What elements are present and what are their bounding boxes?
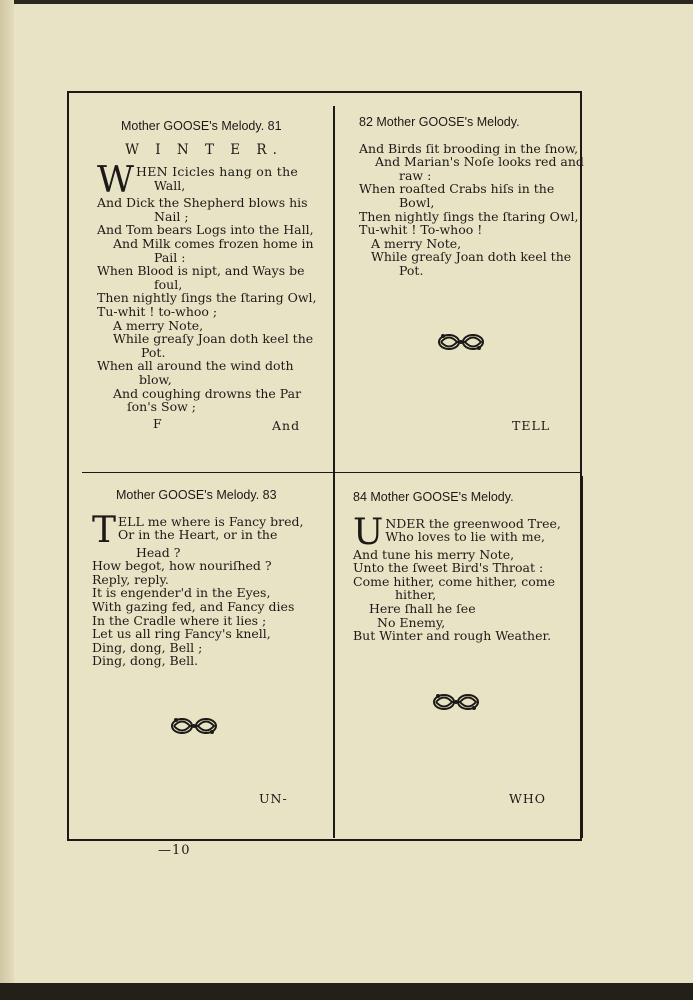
- poem-line: NDER the greenwood Tree,: [385, 515, 561, 531]
- poem-line: And Birds ſit brooding in the ſnow,: [359, 140, 579, 156]
- row-divider: [82, 472, 582, 473]
- ornament-icon: [170, 714, 218, 738]
- poem-line: Then nightly ſings the ſtaring Owl,: [359, 208, 579, 224]
- ornament-icon: [437, 330, 485, 354]
- poem-line: ſon's Sow ;: [127, 399, 197, 415]
- poem-line: A merry Note,: [371, 235, 462, 251]
- scan-edge-left: [0, 0, 14, 1000]
- poem-body: [92, 509, 314, 669]
- poem-line: In the Cradle where it lies ;: [92, 612, 267, 628]
- catchword: TELL: [512, 418, 551, 433]
- poem-line: foul,: [154, 276, 183, 292]
- poem-line: And Milk comes frozen home in: [113, 235, 314, 251]
- poem-line: raw :: [399, 167, 432, 183]
- poem-line: Wall,: [154, 177, 186, 193]
- poem-line: A merry Note,: [113, 317, 204, 333]
- poem-line: Ding, dong, Bell ;: [92, 639, 203, 655]
- scan-edge-bottom: [0, 983, 693, 1000]
- poem-line: But Winter and rough Weather.: [353, 628, 552, 644]
- poem-line: Tu-whit ! to-whoo ;: [97, 303, 218, 319]
- poem-line: HEN Icicles hang on the: [136, 164, 299, 180]
- poem-line: Tu-whit ! To-whoo !: [359, 222, 483, 238]
- poem-line: While greaſy Joan doth keel the: [371, 249, 572, 265]
- poem-line: When roaſted Crabs hiſs in the: [359, 181, 555, 197]
- poem-line: Then nightly ſings the ſtaring Owl,: [97, 290, 317, 306]
- poem-line: And Dick the Shepherd blows his: [97, 195, 308, 211]
- poem-title: W I N T E R.: [125, 141, 283, 158]
- poem-line: Let us all ring Fancy's knell,: [92, 626, 271, 642]
- catchword: And: [272, 418, 301, 433]
- poem-line: Pail :: [154, 249, 186, 265]
- drop-cap: W: [97, 160, 135, 202]
- panel-81: [97, 119, 317, 415]
- poem-line: Reply, reply.: [92, 571, 169, 587]
- poem-line: No Enemy,: [377, 614, 446, 630]
- poem-line: And coughing drowns the Par: [113, 385, 302, 401]
- poem-line: Pot.: [141, 344, 166, 360]
- poem-line: Head ?: [136, 544, 181, 560]
- panel-83: [92, 489, 314, 668]
- drop-cap: U: [353, 511, 384, 553]
- poem-line: And Marian's Noſe looks red and: [375, 154, 584, 170]
- poem-body: [353, 511, 571, 644]
- poem-line: Or in the Heart, or in the: [118, 527, 278, 543]
- poem-line: While greaſy Joan doth keel the: [113, 331, 314, 347]
- panel-header: 82 Mother GOOSE's Melody.: [359, 115, 520, 129]
- poem-line: And Tom bears Logs into the Hall,: [97, 222, 314, 238]
- poem-line: Pot.: [399, 262, 424, 278]
- poem-line: How begot, how nouriſhed ?: [92, 558, 272, 574]
- signature-mark: F: [153, 416, 163, 431]
- poem-line: It is engender'd in the Eyes,: [92, 585, 271, 601]
- panel-header: 84 Mother GOOSE's Melody.: [353, 490, 514, 504]
- poem-line: ELL me where is Fancy bred,: [118, 513, 304, 529]
- catchword: UN-: [259, 791, 288, 806]
- poem-body: [97, 160, 317, 415]
- poem-line: And tune his merry Note,: [353, 546, 515, 562]
- drop-cap: T: [92, 509, 117, 551]
- scan-edge-top: [0, 0, 693, 4]
- poem-body: [359, 140, 584, 278]
- panel-82: [359, 115, 584, 278]
- poem-line: When Blood is nipt, and Ways be: [97, 263, 305, 279]
- panel-edge-right: [581, 476, 583, 838]
- poem-line: Ding, dong, Bell.: [92, 653, 199, 669]
- panel-header: Mother GOOSE's Melody. 81: [121, 119, 282, 133]
- poem-line: hither,: [395, 587, 437, 603]
- panel-header: Mother GOOSE's Melody. 83: [116, 488, 277, 502]
- page-number: —10: [158, 843, 191, 858]
- poem-line: Unto the ſweet Bird's Throat :: [353, 560, 544, 576]
- poem-line: Here ſhall he ſee: [369, 600, 476, 616]
- poem-line: Nail ;: [154, 208, 189, 224]
- poem-line: blow,: [139, 371, 172, 387]
- poem-line: When all around the wind doth: [97, 358, 294, 374]
- ornament-icon: [432, 690, 480, 714]
- poem-line: Who loves to lie with me,: [385, 529, 545, 545]
- panel-84: [353, 491, 571, 643]
- poem-line: Come hither, come hither, come: [353, 573, 555, 589]
- poem-line: Bowl,: [399, 194, 435, 210]
- catchword: WHO: [509, 791, 546, 806]
- poem-line: With gazing fed, and Fancy dies: [92, 598, 295, 614]
